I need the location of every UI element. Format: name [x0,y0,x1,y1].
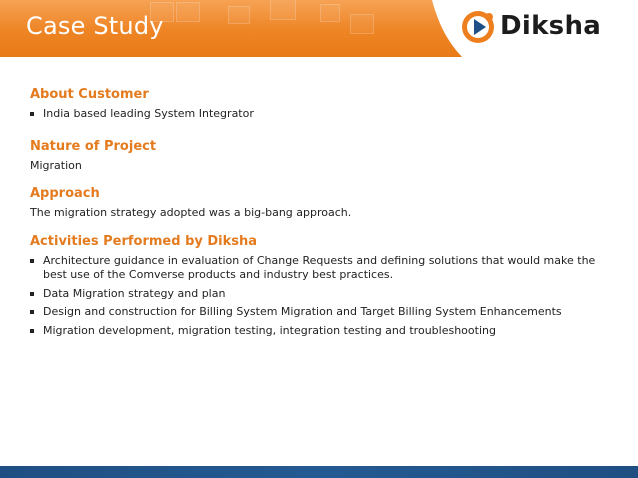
list-item [30,107,610,122]
bullet-icon [30,310,34,314]
header-decoration [350,14,374,34]
list-item-text: Architecture guidance in evaluation of Change Requests and defining solutions that would make the best use of the Comverse products and industry best practices. [43,253,596,281]
diksha-logo-icon [462,9,496,45]
header-decoration [228,6,250,24]
nature-of-project-text: Migration [30,158,82,172]
main-content [30,86,610,342]
list-item [30,324,610,339]
spacer [30,220,610,233]
header-decoration [270,0,296,20]
header-decoration [176,2,200,22]
list-item [30,254,610,283]
list-item-text: Data Migration strategy and plan [43,286,226,300]
spacer [30,173,610,185]
spacer [30,126,610,138]
bullet-icon [30,112,34,116]
bullet-icon [30,292,34,296]
header-decoration [320,4,340,22]
activities-heading: Activities Performed by Diksha [30,233,258,249]
logo-panel [410,0,638,57]
page-title: Case Study [26,12,164,40]
list-item-text: Design and construction for Billing System Migration and Target Billing System Enhancements [43,305,562,318]
about-customer-heading: About Customer [30,87,149,102]
footer-bar [0,466,638,478]
header-banner [0,0,638,57]
activities-list [30,254,610,339]
list-item [30,287,610,302]
bullet-icon [30,259,34,263]
bullet-icon [30,329,34,333]
approach-text: The migration strategy adopted was a big-bang approach. [30,205,352,219]
nature-of-project-heading: Nature of Project [30,138,157,154]
list-item-text: India based leading System Integrator [43,107,254,120]
about-customer-list [30,107,610,122]
approach-heading: Approach [30,185,100,201]
logo-wordmark: Diksha [500,11,602,41]
list-item [30,305,610,320]
list-item-text: Migration development, migration testing, integration testing and troubleshooting [43,323,496,337]
